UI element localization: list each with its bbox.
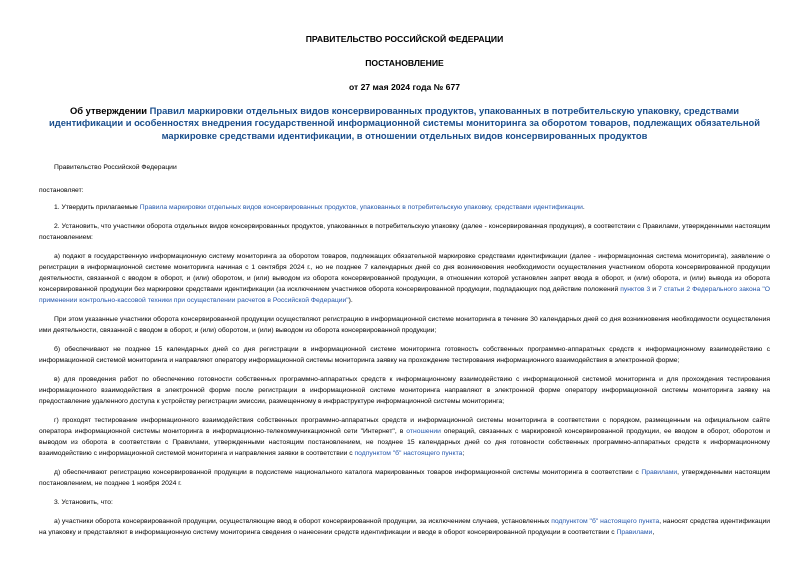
p2d-text: д) обеспечивают регистрацию консервированной продукции в подсистеме национального каталога маркированных товаров информационной системы мониторинга в соответствии с [54, 469, 642, 477]
p2a-end: ). [348, 297, 353, 305]
p2g-mid: операций, связанных с маркировкой консервированной продукции, ее вводом в оборот, оборотом и выводом из оборота в соответствии с Правилами, утвержденными настоящим постановлением, не позднее 15 календарных дней со дня готовности собственных программно-аппаратных средств к информационному взаимодействию с информационной системой мониторинга и направления заявки в соответствии с [39, 428, 770, 458]
title-link[interactable]: Правил маркировки отдельных видов консервированных продуктов, упакованных в потребительскую упаковку, средствами идентификации и особенностях внедрения государственной информационной системы мониторинга за оборотом товаров, подлежащих обязательной маркировке средствами идентификации, в отношении отдельных видов консервированных продуктов [48, 105, 760, 141]
p3a-text: а) участники оборота консервированной продукции, осуществляющие ввод в оборот консервированной продукции, за исключением случаев, установленных [54, 518, 552, 526]
p2a-mid1: и [650, 286, 659, 294]
p2g-link-relation[interactable]: отношении [406, 428, 441, 436]
p1-rules-link[interactable]: Правила маркировки отдельных видов консервированных продуктов, упакованных в потребительскую упаковку, средствами идентификации [139, 204, 583, 212]
paragraph-2: 2. Установить, что участники оборота отдельных видов консервированных продуктов, упакованных в потребительскую упаковку (далее - консервированная продукция), в соответствии с Правилами, утвержденными настоящим постановлением: [39, 223, 770, 242]
government-line: Правительство Российской Федерации [54, 164, 177, 172]
p2g-text: г) проходят тестирование информационного взаимодействия собственных программно-аппаратных средств и информационной системы мониторинга в соответствии с порядком, размещенным на официальном сайте оператора информационной системы мониторинга в информационно-телекоммуникационной сети "Интернет", в [39, 417, 770, 436]
p3a-mid: , наносят средства идентификации на упаковку и представляют в информационную систему мониторинга сведения о нанесении средств идентификации и вводе в оборот консервированной продукции в соответствии с [39, 518, 771, 537]
p3a-rules-link[interactable]: Правилами [616, 529, 653, 537]
p2a-link-article[interactable]: 7 статьи 2 [658, 286, 691, 294]
p1-end: . [582, 204, 585, 212]
paragraph-2b: б) обеспечивают не позднее 15 календарных дней со дня регистрации в информационной системе мониторинга готовность собственных программно-аппаратных средств к информационному взаимодействию с информационной системой мониторинга и направляют оператору информационной системы мониторинга заявку на прохождение тестирования информационного взаимодействия в электронной форме; [39, 346, 770, 365]
p2g-end: ; [462, 450, 465, 458]
paragraph-2a-note: При этом указанные участники оборота консервированной продукции осуществляют регистрацию в информационной системе мониторинга в течение 30 календарных дней со дня возникновения необходимости осуществления ими деятельности, связанной с вводом в оборот, и (или) оборотом, и (или) выводом из оборота консервированной продукции; [39, 316, 770, 335]
p2a-link-points[interactable]: пунктов 3 [620, 286, 651, 294]
p2a-link-law[interactable]: Федерального закона "О применении контрольно-кассовой техники при осуществлении расчетов в Российской Федерации" [39, 286, 770, 305]
document-type-heading: ПОСТАНОВЛЕНИЕ [365, 58, 444, 68]
p2d-rules-link[interactable]: Правилами [641, 469, 678, 477]
p1-text: 1. Утвердить прилагаемые [54, 204, 140, 212]
paragraph-2v: в) для проведения работ по обеспечению готовности собственных программно-аппаратных средств к информационному взаимодействию с информационной системой мониторинга и для прохождения тестирования информационного взаимодействия в электронной форме после регистрации в информационной системе мониторинга направляют в электронной форме оператору информационной системы мониторинга заявку на предоставление удаленного доступа к устройству регистрации эмиссии, размещенному в инфраструктуре информационной системы мониторинга; [39, 376, 770, 406]
document-title [39, 105, 770, 142]
p3a-end: , [652, 529, 655, 537]
p3a-link-subpoint[interactable]: подпунктом "б" настоящего пункта [551, 518, 660, 526]
p2d-end: , утвержденными настоящим постановлением, не позднее 1 ноября 2024 г. [39, 469, 770, 488]
p2a-text: а) подают в государственную информационную систему мониторинга за оборотом товаров, подлежащих обязательной маркировке средствами идентификации (далее - информационная система мониторинга), заявление о регистрации в информационной системе мониторинга начиная с 1 сентября 2024 г., но не позднее 7 календарных дней со дня возникновения необходимости осуществления участником оборота консервированной продукции деятельности, связанной с вводом в оборот, и (или) оборотом, и (или) выводом из оборота консервированной продукции, в отношении которой установлен запрет ввода в оборот, и (или) оборота, и (или) вывода из оборота консервированной продукции без маркировки средствами идентификации (за исключением участников оборота консервированной продукции, подпадающих под действие положений [39, 253, 770, 294]
date-number-heading: от 27 мая 2024 года № 677 [348, 82, 461, 92]
title-prefix: Об утверждении [69, 105, 150, 116]
paragraph-2g [39, 415, 770, 459]
government-heading: ПРАВИТЕЛЬСТВО РОССИЙСКОЙ ФЕДЕРАЦИИ [305, 34, 504, 44]
paragraph-3: 3. Установить, что: [54, 499, 113, 507]
paragraph-2a [39, 251, 770, 306]
paragraph-1 [39, 202, 770, 213]
paragraph-2d [39, 467, 770, 489]
decrees-line: постановляет: [39, 187, 84, 195]
p2g-link-subpoint[interactable]: подпунктом "б" настоящего пункта [354, 450, 463, 458]
paragraph-3a [39, 516, 770, 538]
